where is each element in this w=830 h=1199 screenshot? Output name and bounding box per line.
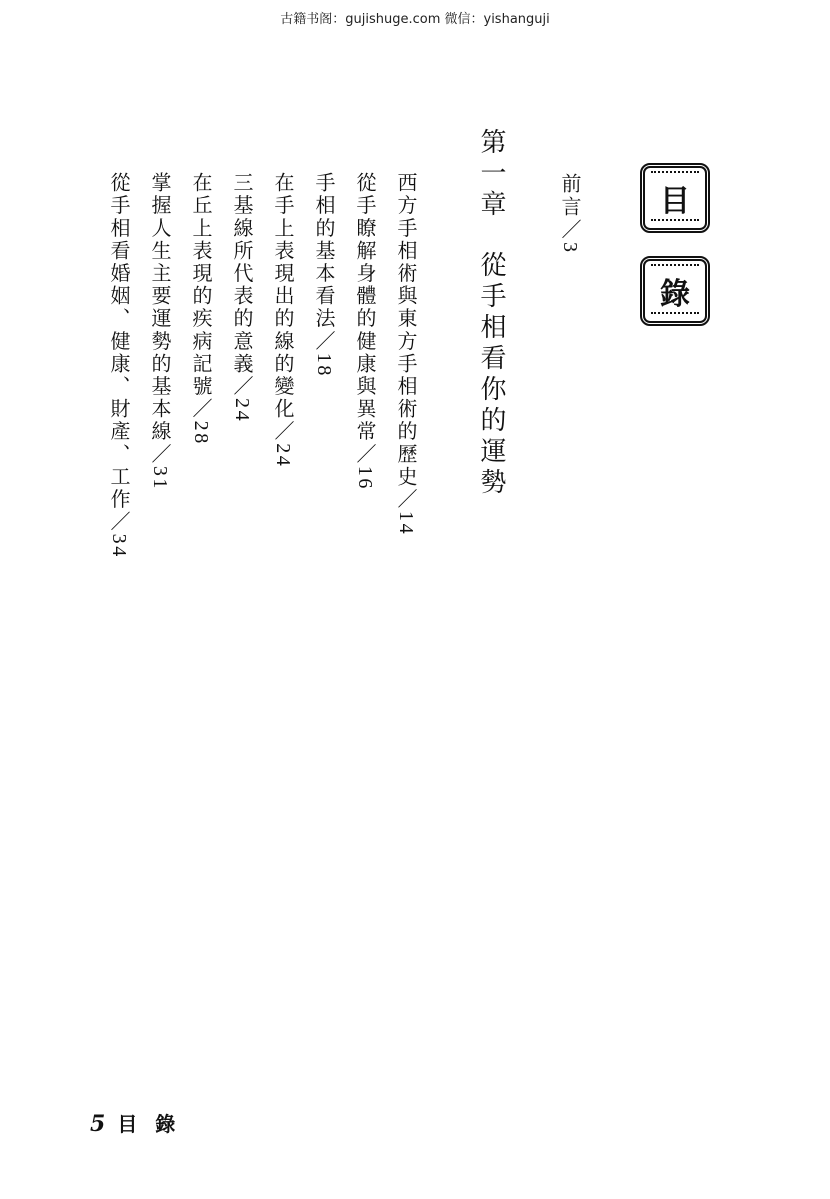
- toc-entry-label: 三基線所代表的意義／: [230, 172, 254, 398]
- toc-entry-page: 34: [108, 533, 130, 559]
- toc-entry: [150, 172, 170, 491]
- footer-title: 目錄: [117, 1112, 194, 1136]
- title-box-mu: [640, 163, 710, 233]
- title-char-mu: 目: [660, 184, 690, 219]
- toc-entry: [232, 172, 252, 423]
- preface-entry: [560, 173, 580, 255]
- toc-entry: [109, 172, 129, 559]
- toc-entry-label: 手相的基本看法／: [312, 172, 336, 353]
- toc-entry-page: 18: [313, 352, 335, 379]
- chapter-label: 第一章: [476, 128, 506, 221]
- title-char-lu: 錄: [660, 277, 690, 312]
- toc-entry: [396, 172, 416, 536]
- toc-entry: [191, 172, 211, 446]
- toc-entry-label: 西方手相術與東方手相術的歷史／: [394, 172, 418, 511]
- title-box-lu: [640, 256, 710, 326]
- toc-entry: [273, 172, 293, 468]
- toc-entry-page: 28: [190, 420, 212, 446]
- footer-page-number: 5: [90, 1111, 106, 1137]
- toc-entry-page: 14: [395, 511, 417, 537]
- preface-page: 3: [559, 242, 581, 255]
- toc-entry-page: 24: [272, 443, 294, 469]
- watermark: 古籍书阁：gujishuge.com 微信：yishanguji: [280, 12, 550, 27]
- chapter-heading: [478, 128, 504, 499]
- toc-entry-page: 16: [354, 465, 376, 492]
- toc-entry-label: 在手上表現出的線的變化／: [271, 172, 295, 444]
- toc-entry: [314, 172, 334, 378]
- preface-label: 前言／: [558, 173, 582, 242]
- toc-entry-label: 掌握人生主要運勢的基本線／: [148, 172, 172, 466]
- toc-entry-label: 在丘上表現的疾病記號／: [189, 172, 213, 421]
- toc-entry-page: 31: [149, 465, 171, 492]
- page-footer: [90, 1108, 193, 1137]
- chapter-title: 從手相看你的運勢: [476, 251, 506, 499]
- toc-entry-page: 24: [231, 398, 253, 424]
- toc-entry-label: 從手瞭解身體的健康與異常／: [353, 172, 377, 466]
- toc-entry: [355, 172, 375, 491]
- toc-entry-label: 從手相看婚姻、健康、財產、工作／: [107, 172, 131, 534]
